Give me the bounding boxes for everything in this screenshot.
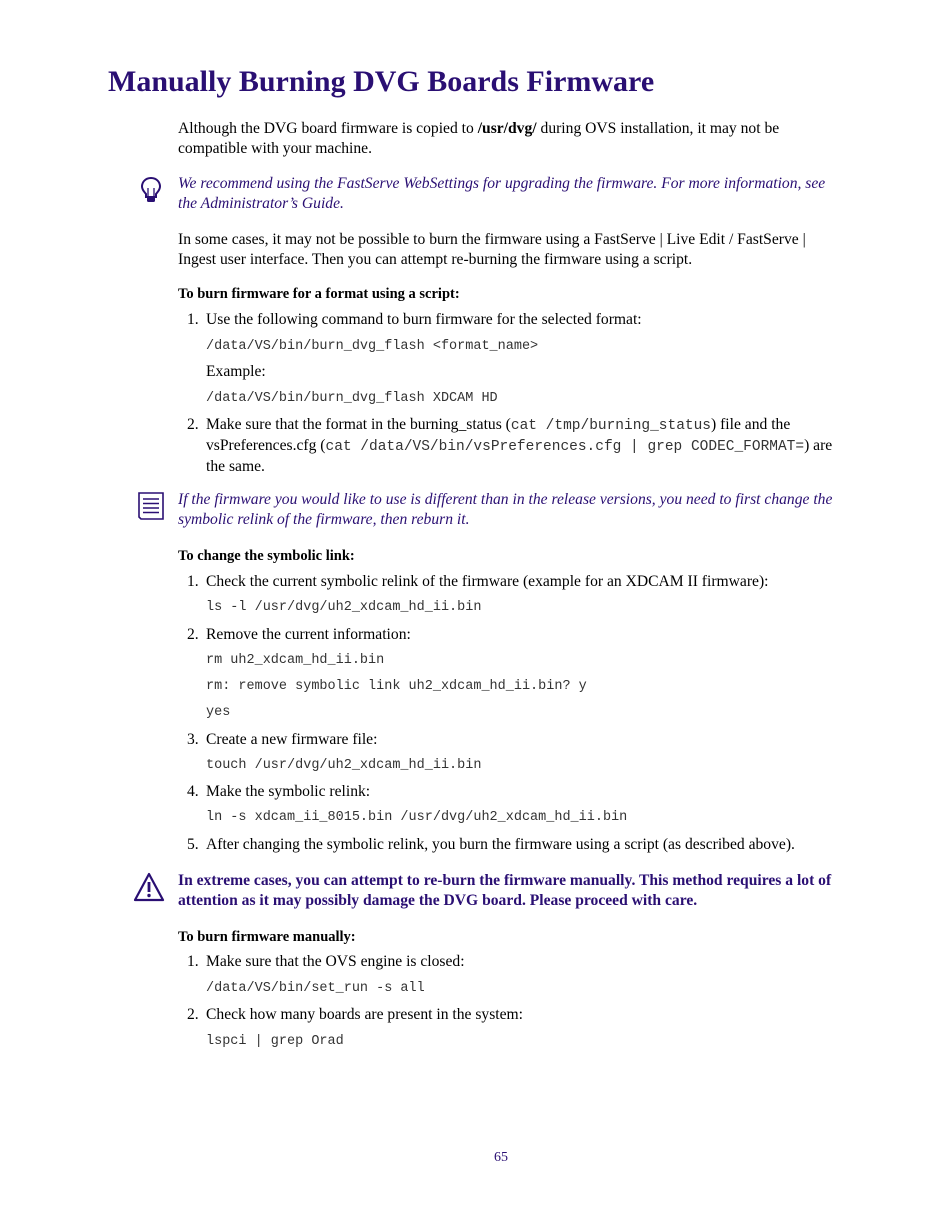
step-text: Check the current symbolic relink of the firmware (example for an XDCAM II firmware): [206, 573, 769, 590]
step-text: Make sure that the OVS engine is closed: [206, 953, 465, 970]
inline-code: cat /tmp/burning_status [510, 418, 712, 434]
page-number: 65 [494, 1150, 508, 1165]
step-number: 4. [187, 783, 199, 800]
paragraph-2: In some cases, it may not be possible to burn the firmware using a FastServe | Live Edit / FastServe | Ingest user interface. Then you can attempt re-burning the firmware using a script. [178, 231, 806, 268]
code-line: yes [206, 705, 231, 720]
code-line: rm: remove symbolic link uh2_xdcam_hd_ii.bin? y [206, 679, 587, 694]
step-text: Check how many boards are present in the system: [206, 1006, 523, 1023]
code-line: /data/VS/bin/burn_dvg_flash XDCAM HD [206, 391, 498, 406]
code-line: /data/VS/bin/set_run -s all [206, 981, 425, 996]
page-title: Manually Burning DVG Boards Firmware [108, 65, 655, 98]
code-line: /data/VS/bin/burn_dvg_flash <format_name> [206, 339, 539, 354]
step-text: Make the symbolic relink: [206, 783, 371, 800]
lightbulb-icon [138, 176, 164, 206]
code-line: lspci | grep Orad [206, 1034, 344, 1049]
step-text [206, 415, 840, 477]
intro-text-end: during OVS installation, it may not be compatible with your machine. [178, 120, 780, 157]
step-number: 3. [187, 731, 199, 748]
inline-code: cat /data/VS/bin/vsPreferences.cfg | grep CODEC_FORMAT= [325, 439, 805, 455]
step-number: 2. [187, 626, 199, 643]
note-text: If the firmware you would like to use is different than in the release versions, you need to first change the symbolic relink of the firmware, then reburn it. [178, 491, 833, 528]
example-label: Example: [206, 363, 266, 380]
step-number: 5. [187, 836, 199, 853]
step-number: 1. [187, 953, 199, 970]
step-text-part: Make sure that the format in the burning_status ( [206, 416, 511, 433]
code-line: ls -l /usr/dvg/uh2_xdcam_hd_ii.bin [206, 600, 482, 615]
step-text: Create a new firmware file: [206, 731, 378, 748]
step-number: 2. [187, 416, 199, 433]
warning-text: In extreme cases, you can attempt to re-burn the firmware manually. This method requires a lot of attention as it may possibly damage the DVG board. Please proceed with care. [178, 872, 832, 909]
step-number: 1. [187, 311, 199, 328]
section-heading-script: To burn firmware for a format using a script: [178, 286, 460, 302]
warning-icon [133, 872, 165, 902]
step-text: Remove the current information: [206, 626, 411, 643]
code-line: ln -s xdcam_ii_8015.bin /usr/dvg/uh2_xdcam_hd_ii.bin [206, 810, 628, 825]
step-number: 1. [187, 573, 199, 590]
section-heading-symlink: To change the symbolic link: [178, 548, 355, 564]
step-text: After changing the symbolic relink, you burn the firmware using a script (as described above). [206, 836, 795, 853]
intro-path: /usr/dvg/ [477, 120, 537, 137]
tip-text: We recommend using the FastServe WebSettings for upgrading the firmware. For more information, see the Administrator’s Guide. [178, 175, 826, 212]
step-text-part: ) file and the vsPreferences.cfg ( [206, 416, 791, 454]
note-icon [137, 491, 165, 521]
intro-text-start: Although the DVG board firmware is copied to [178, 120, 478, 137]
section-heading-manual: To burn firmware manually: [178, 929, 356, 945]
code-line: touch /usr/dvg/uh2_xdcam_hd_ii.bin [206, 758, 482, 773]
step-text: Use the following command to burn firmware for the selected format: [206, 311, 642, 328]
code-line: rm uh2_xdcam_hd_ii.bin [206, 653, 385, 668]
step-number: 2. [187, 1006, 199, 1023]
intro-paragraph [178, 119, 840, 159]
step-text-part: ) are the same. [206, 437, 833, 475]
